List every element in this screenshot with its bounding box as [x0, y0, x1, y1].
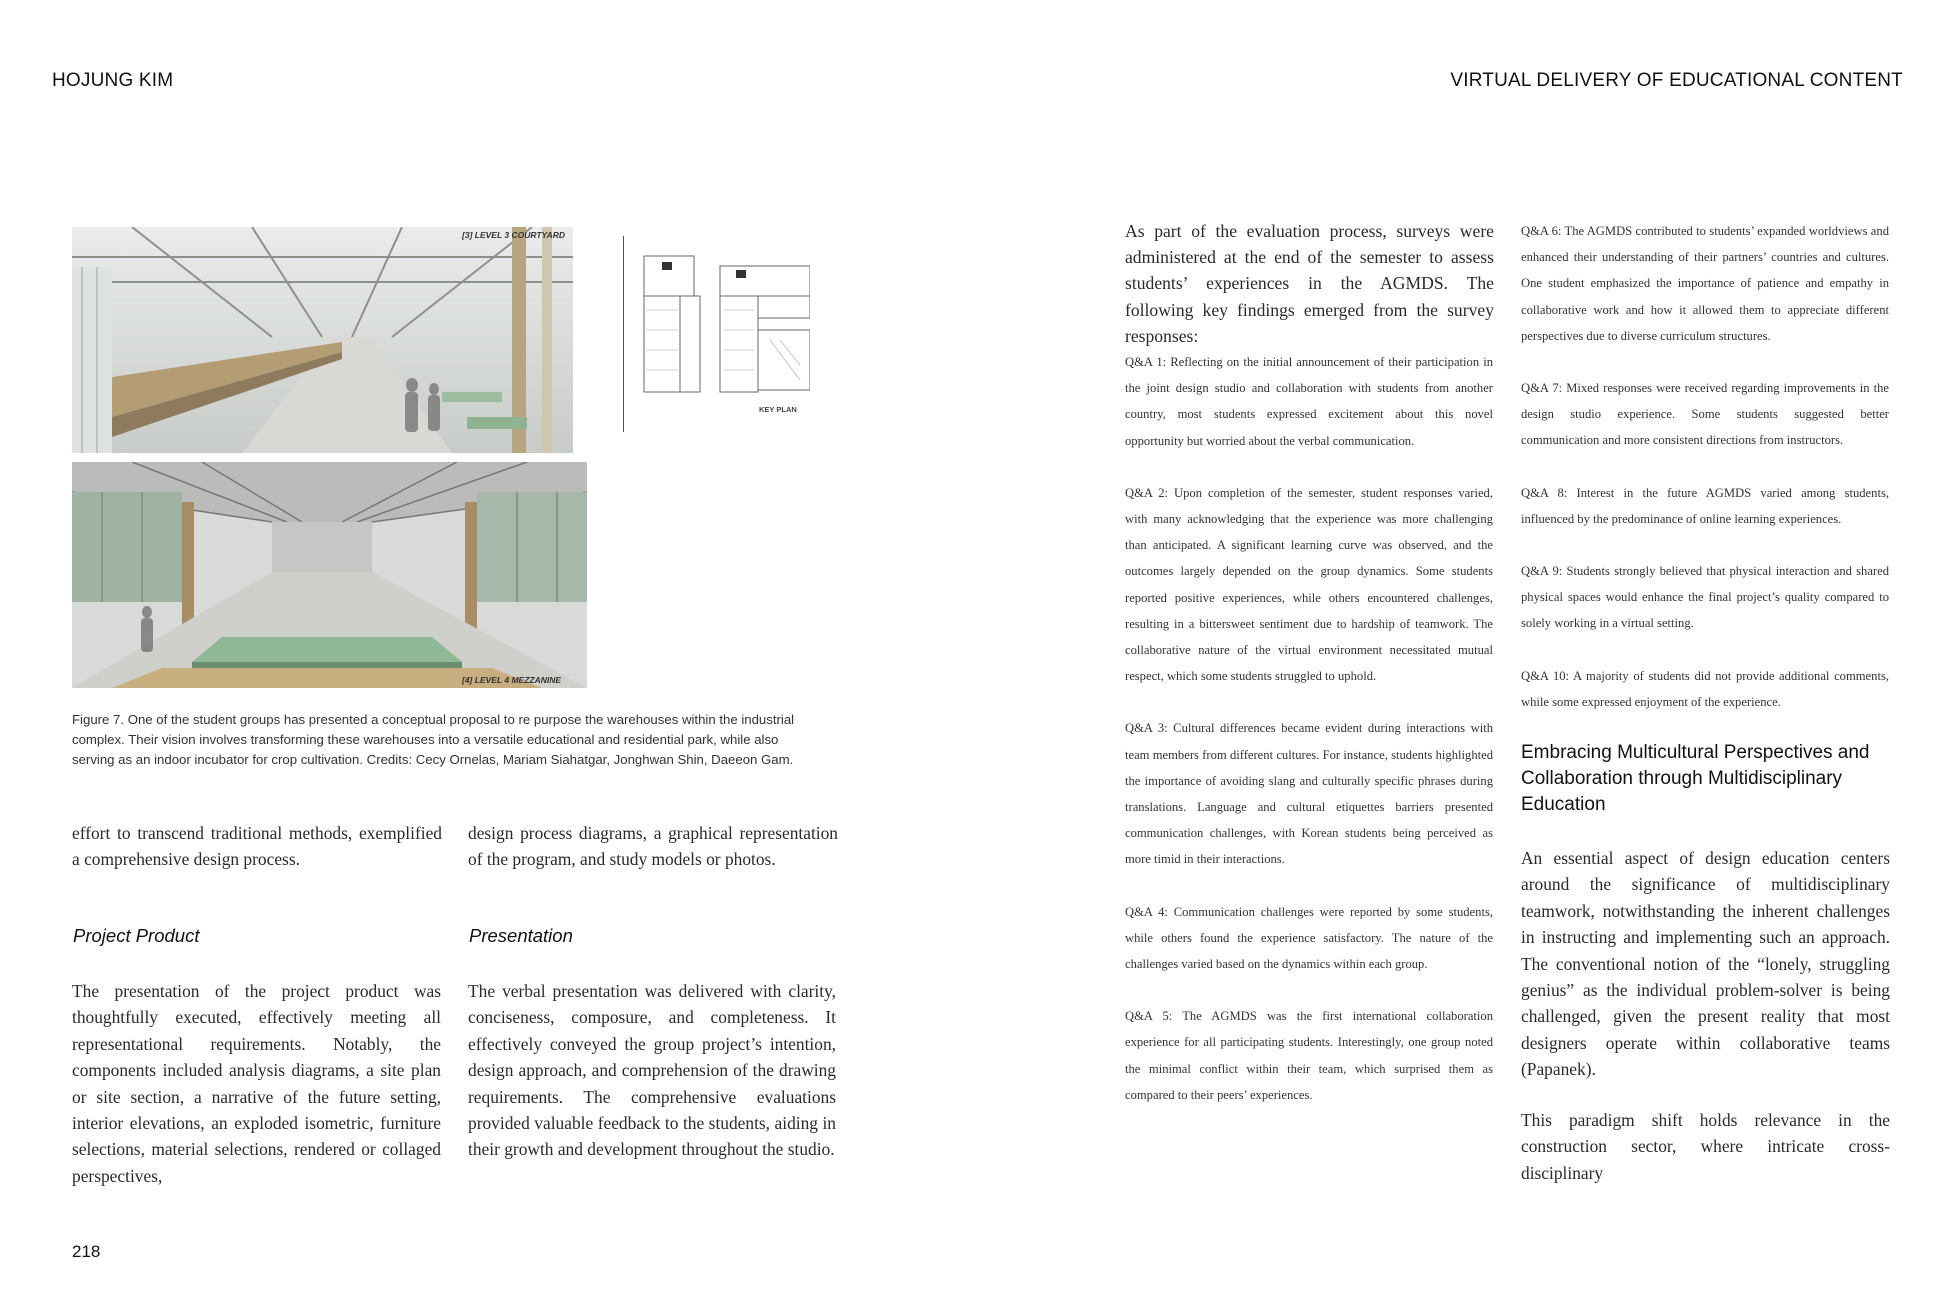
- survey-intro: As part of the evaluation process, surveys were administered at the end of the semester to assess students’ experiences in the AGMDS. The following key findings emerged from the survey responses:: [1125, 221, 1494, 346]
- section-heading: Embracing Multicultural Perspectives and Collaboration through Multidisciplinary Education: [1521, 742, 1870, 815]
- running-head-author: HOJUNG KIM: [52, 70, 174, 91]
- running-head-title: VIRTUAL DELIVERY OF EDUCATIONAL CONTENT: [1450, 70, 1903, 91]
- courtyard-render-image: [72, 227, 573, 453]
- key-plan-drawing: [640, 250, 810, 400]
- qa-item-7: Q&A 7: Mixed responses were received regarding improvements in the design studio experience. Some students suggested better communication and more consistent directions from instructors.: [1521, 381, 1889, 448]
- page-number: 218: [72, 1242, 101, 1261]
- key-plan-image: [640, 250, 810, 400]
- qa-item-3: Q&A 3: Cultural differences became evident during interactions with team members from different cultures. For instance, students highlighted the importance of avoiding slang and culturally specific phrases during translations. Language and cultural etiquettes barriers presented communication challenges, with Korean students being perceived as more timid in their interactions.: [1125, 721, 1493, 867]
- left-col2-intro: design process diagrams, a graphical representation of the program, and study models or photos.: [468, 823, 838, 870]
- figure-label-level-3: [3] LEVEL 3 COURTYARD: [462, 230, 565, 240]
- mezzanine-render-image: [72, 462, 587, 688]
- left-col2-body: The verbal presentation was delivered with clarity, conciseness, composure, and completeness. It effectively conveyed the group project’s intention, design approach, and comprehension of the drawing requirements. The comprehensive evaluations provided valuable feedback to the students, aiding in their growth and development throughout the studio.: [468, 981, 836, 1160]
- section-paragraph-1: An essential aspect of design education centers around the significance of multidisciplinary teamwork, notwithstanding the inherent challenges in instructing and implementing such an approach. The conventional notion of the “lonely, struggling genius” as the individual problem-solver is being challenged, given the present reality that most designers operate within collaborative teams (Papanek).: [1521, 848, 1890, 1080]
- key-plan-divider: [623, 236, 624, 432]
- qa-item-10: Q&A 10: A majority of students did not provide additional comments, while some expressed enjoyment of the experience.: [1521, 668, 1889, 709]
- figure-caption: Figure 7. One of the student groups has presented a conceptual proposal to re purpose the warehouses within the industrial complex. Their vision involves transforming these warehouses into a versatile educational and residential park, while also serving as an indoor incubator for crop cultivation. Credits: Cecy Ornelas, Mariam Siahatgar, Jonghwan Shin, Daeeon Gam.: [72, 712, 795, 767]
- qa-item-2: Q&A 2: Upon completion of the semester, student responses varied, with many acknowledging that the experience was more challenging than anticipated. A significant learning curve was observed, and the outcomes largely depended on the group dynamics. Some students reported positive experiences, while others encountered challenges, resulting in a bittersweet sentiment due to hardship of teamwork. The collaborative nature of the virtual environment necessitated mutual respect, which some students struggled to uphold.: [1125, 485, 1493, 684]
- figure-label-level-4: [4] LEVEL 4 MEZZANINE: [462, 675, 562, 685]
- left-col1-intro: effort to transcend traditional methods, exemplified a comprehensive design process.: [72, 823, 442, 870]
- rendering-level-4-mezzanine: [72, 462, 587, 688]
- rendering-level-3-courtyard: [72, 227, 573, 453]
- qa-item-8: Q&A 8: Interest in the future AGMDS varied among students, influenced by the predominance of online learning experiences.: [1521, 485, 1889, 526]
- qa-item-9: Q&A 9: Students strongly believed that physical interaction and shared physical spaces would enhance the final project’s quality compared to solely working in a virtual setting.: [1521, 564, 1889, 631]
- heading-presentation: Presentation: [469, 925, 573, 946]
- heading-project-product: Project Product: [73, 925, 200, 946]
- section-paragraph-2: This paradigm shift holds relevance in the construction sector, where intricate cross-disciplinary: [1521, 1110, 1890, 1183]
- left-col1-body: The presentation of the project product was thoughtfully executed, effectively meeting all representational requirements. Notably, the components included analysis diagrams, a site plan or site section, a narrative of the future setting, interior elevations, an exploded isometric, furniture selections, material selections, rendered or collaged perspectives,: [72, 981, 441, 1186]
- qa-item-5: Q&A 5: The AGMDS was the first international collaboration experience for all participating students. Interestingly, one group noted the minimal conflict within their team, which surprised them as compared to their peers’ experiences.: [1125, 1009, 1493, 1102]
- qa-column-2: [1521, 218, 1889, 741]
- key-plan-label: KEY PLAN: [759, 405, 797, 414]
- qa-item-1: Q&A 1: Reflecting on the initial announcement of their participation in the joint design studio and collaboration with students from another country, most students expressed excitement about this novel opportunity but worried about the verbal communication.: [1125, 355, 1493, 448]
- qa-item-6: Q&A 6: The AGMDS contributed to students’ expanded worldviews and enhanced their understanding of their partners’ countries and cultures. One student emphasized the importance of patience and empathy in collaborative work and how it allowed them to appreciate different perspectives due to diverse curriculum structures.: [1521, 224, 1889, 343]
- qa-item-4: Q&A 4: Communication challenges were reported by some students, while others found the experience satisfactory. The nature of the challenges varied based on the dynamics within each group.: [1125, 904, 1493, 972]
- qa-column-1: [1125, 349, 1493, 1134]
